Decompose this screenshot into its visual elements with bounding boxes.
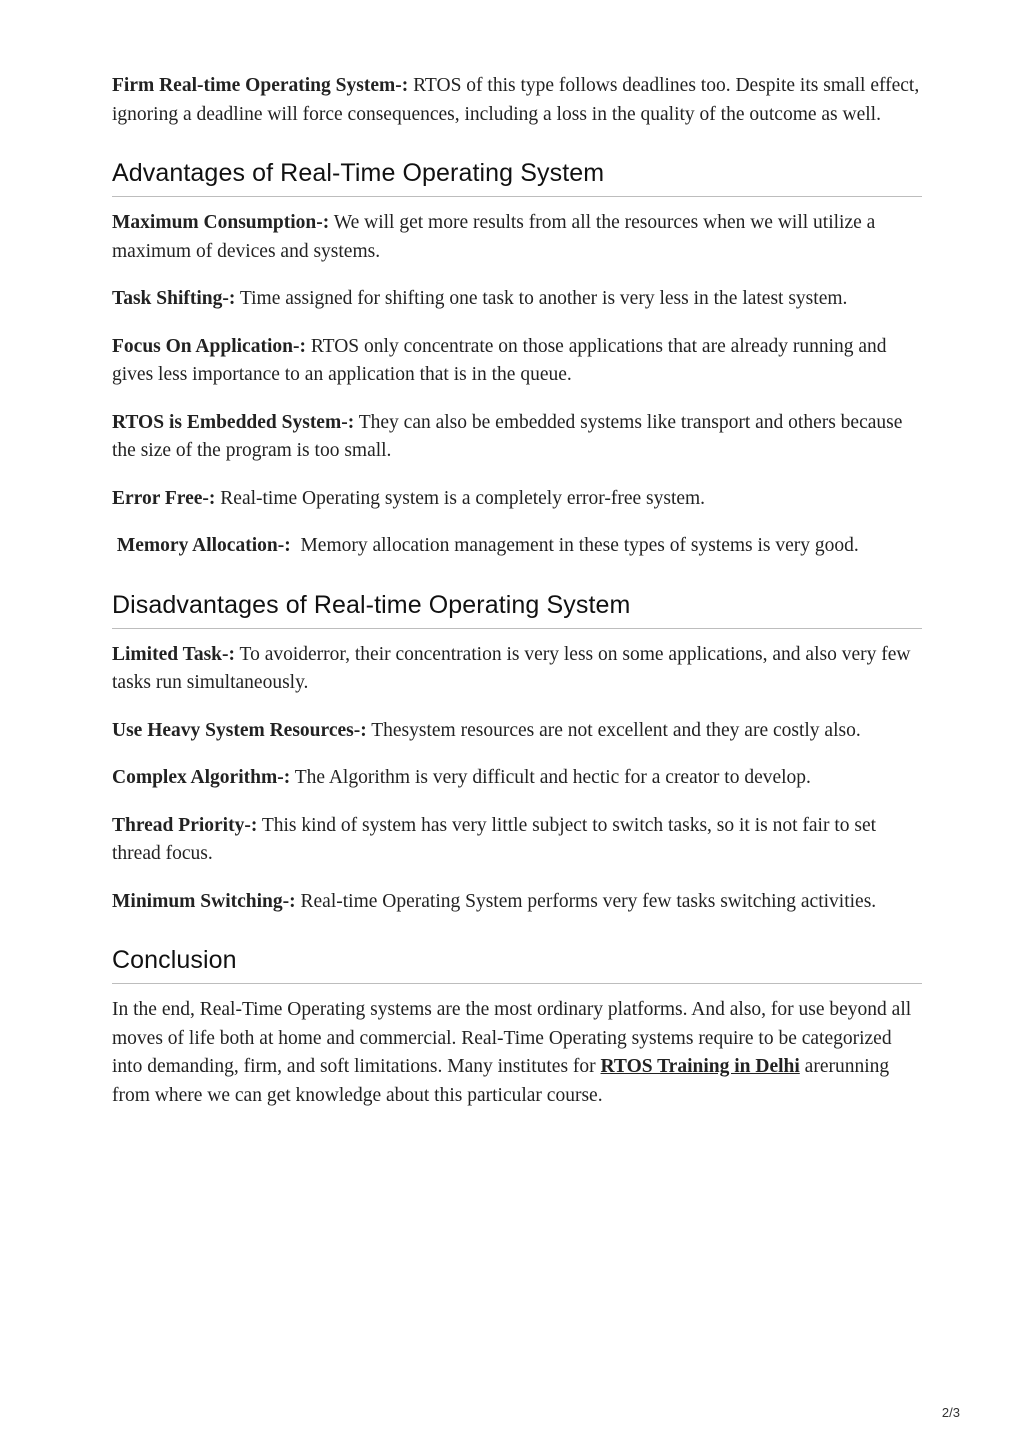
firm-rtos-paragraph [112,72,922,129]
disadvantage-item [112,812,922,869]
term: Memory Allocation-: [112,535,291,556]
term: Error Free-: [112,487,216,509]
description: Real-time Operating system is a completely error-free system. [215,487,706,509]
disadvantage-item [112,717,922,746]
term: Thread Priority-: [112,814,258,836]
term: Minimum Switching-: [112,890,296,912]
rtos-training-link[interactable]: RTOS Training in Delhi [600,1056,800,1077]
term: Limited Task-: [112,643,235,665]
description: RTOS only concentrate on those applications that are already running and gives less importance to an application that is in the queue. [112,335,887,385]
conclusion-heading: Conclusion [112,946,922,984]
description: Real-time Operating System performs very few tasks switching activities. [295,890,877,912]
advantage-item [112,209,922,266]
description: RTOS of this type follows deadlines too. Despite its small effect, ignoring a deadline will force consequences, including a loss in the quality of the outcome as well. [112,75,920,125]
term: Firm Real-time Operating System-: [112,75,409,96]
disadvantages-heading: Disadvantages of Real-time Operating System [112,591,922,629]
advantage-item [112,333,922,390]
conclusion-text-end: arerunning from where we can get knowledge about this particular course. [112,1056,890,1106]
description: Time assigned for shifting one task to another is very less in the latest system. [235,288,848,309]
term: Complex Algorithm-: [112,767,291,788]
description: To avoiderror, their concentration is very less on some applications, and also very few tasks run simultaneously. [112,643,911,693]
disadvantage-item [112,641,922,698]
term: Use Heavy System Resources-: [112,719,367,741]
term: Focus On Application-: [112,335,306,357]
description: The Algorithm is very difficult and hectic for a creator to develop. [290,767,811,788]
document-page [112,72,922,1129]
advantage-item [112,409,922,466]
description: Memory allocation management in these types of systems is very good. [290,535,859,556]
advantage-item [112,532,922,561]
term: RTOS is Embedded System-: [112,411,355,433]
advantage-item [112,285,922,314]
description: We will get more results from all the resources when we will utilize a maximum of devices and systems. [112,212,876,262]
page-number: 2/3 [941,1405,960,1420]
disadvantage-item [112,888,922,917]
description: This kind of system has very little subject to switch tasks, so it is not fair to set thread focus. [112,814,877,864]
disadvantage-item [112,764,922,793]
term: Maximum Consumption-: [112,212,330,233]
advantage-item [112,485,922,514]
advantages-heading: Advantages of Real-Time Operating System [112,159,922,197]
description: They can also be embedded systems like transport and others because the size of the program is too small. [112,411,903,461]
term: Task Shifting-: [112,288,236,309]
conclusion-text: In the end, Real-Time Operating systems are the most ordinary platforms. And also, for use beyond all moves of life both at home and commercial. Real-Time Operating systems require to be categorized into demanding, firm, and soft limitations. Many institutes for [112,999,912,1077]
conclusion-paragraph [112,996,922,1110]
description: Thesystem resources are not excellent and they are costly also. [366,719,861,741]
